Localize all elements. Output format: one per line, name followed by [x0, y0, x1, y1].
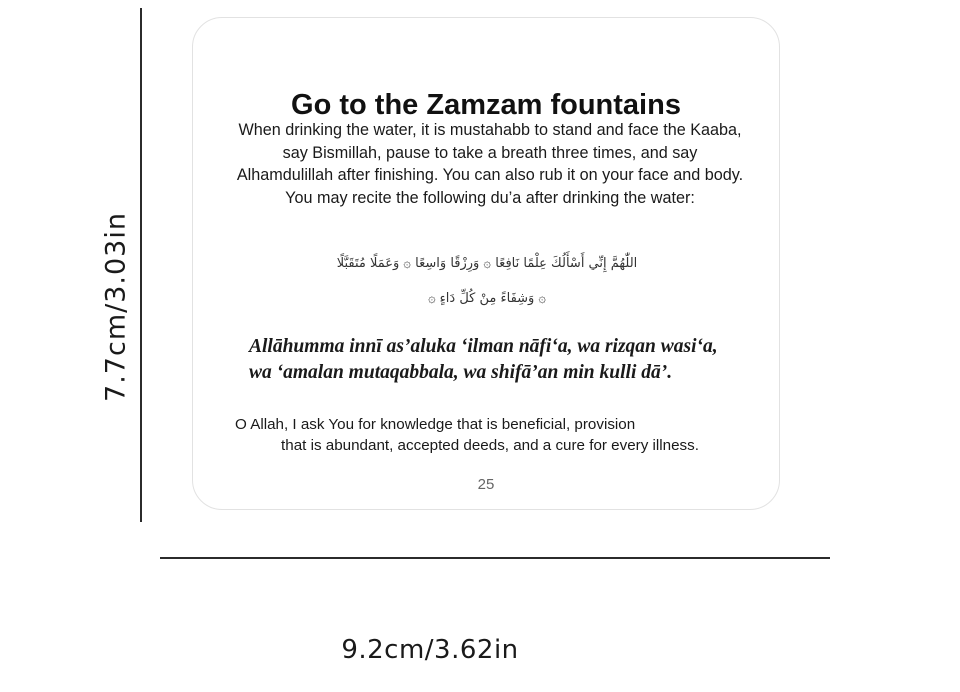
dua-translation — [235, 414, 745, 456]
dua-arabic-line-2: ۞ وَشِفَاءً مِنْ كُلِّ دَاءٍ ۞ — [427, 291, 547, 306]
width-dimension-line — [160, 557, 830, 559]
height-dimension-label: 7.7cm/3.03in — [100, 212, 132, 402]
card-intro-text: When drinking the water, it is mustahabb to stand and face the Kaaba, say Bismillah, pause to take a breath three times, and say Alhamdulillah after finishing. You can also rub it on your face and body. You may recite the following du’a after drinking the water: — [236, 121, 744, 207]
card-title: Go to the Zamzam fountains — [291, 89, 681, 121]
page-number: 25 — [477, 476, 495, 493]
dua-translation-line-1: O Allah, I ask You for knowledge that is beneficial, provision — [235, 416, 636, 433]
dua-translation-line-2: that is abundant, accepted deeds, and a cure for every illness. — [281, 437, 699, 454]
dua-arabic-line-1: اللّٰهُمَّ إِنِّي أَسْأَلُكَ عِلْمًا نَافِعًا ۞ وَرِزْقًا وَاسِعًا ۞ وَعَمَلًا مُتَقَبَّلًا — [336, 256, 638, 271]
dua-transliteration: Allāhumma innī as’aluka ‘ilman nāfi‘a, wa rizqan wasi‘a, wa ‘amalan mutaqabbala, wa shifā’an min kulli dā’. — [249, 336, 718, 383]
height-dimension-line — [140, 8, 142, 522]
dua-card — [192, 17, 780, 510]
width-dimension-label: 9.2cm/3.62in — [341, 635, 519, 665]
